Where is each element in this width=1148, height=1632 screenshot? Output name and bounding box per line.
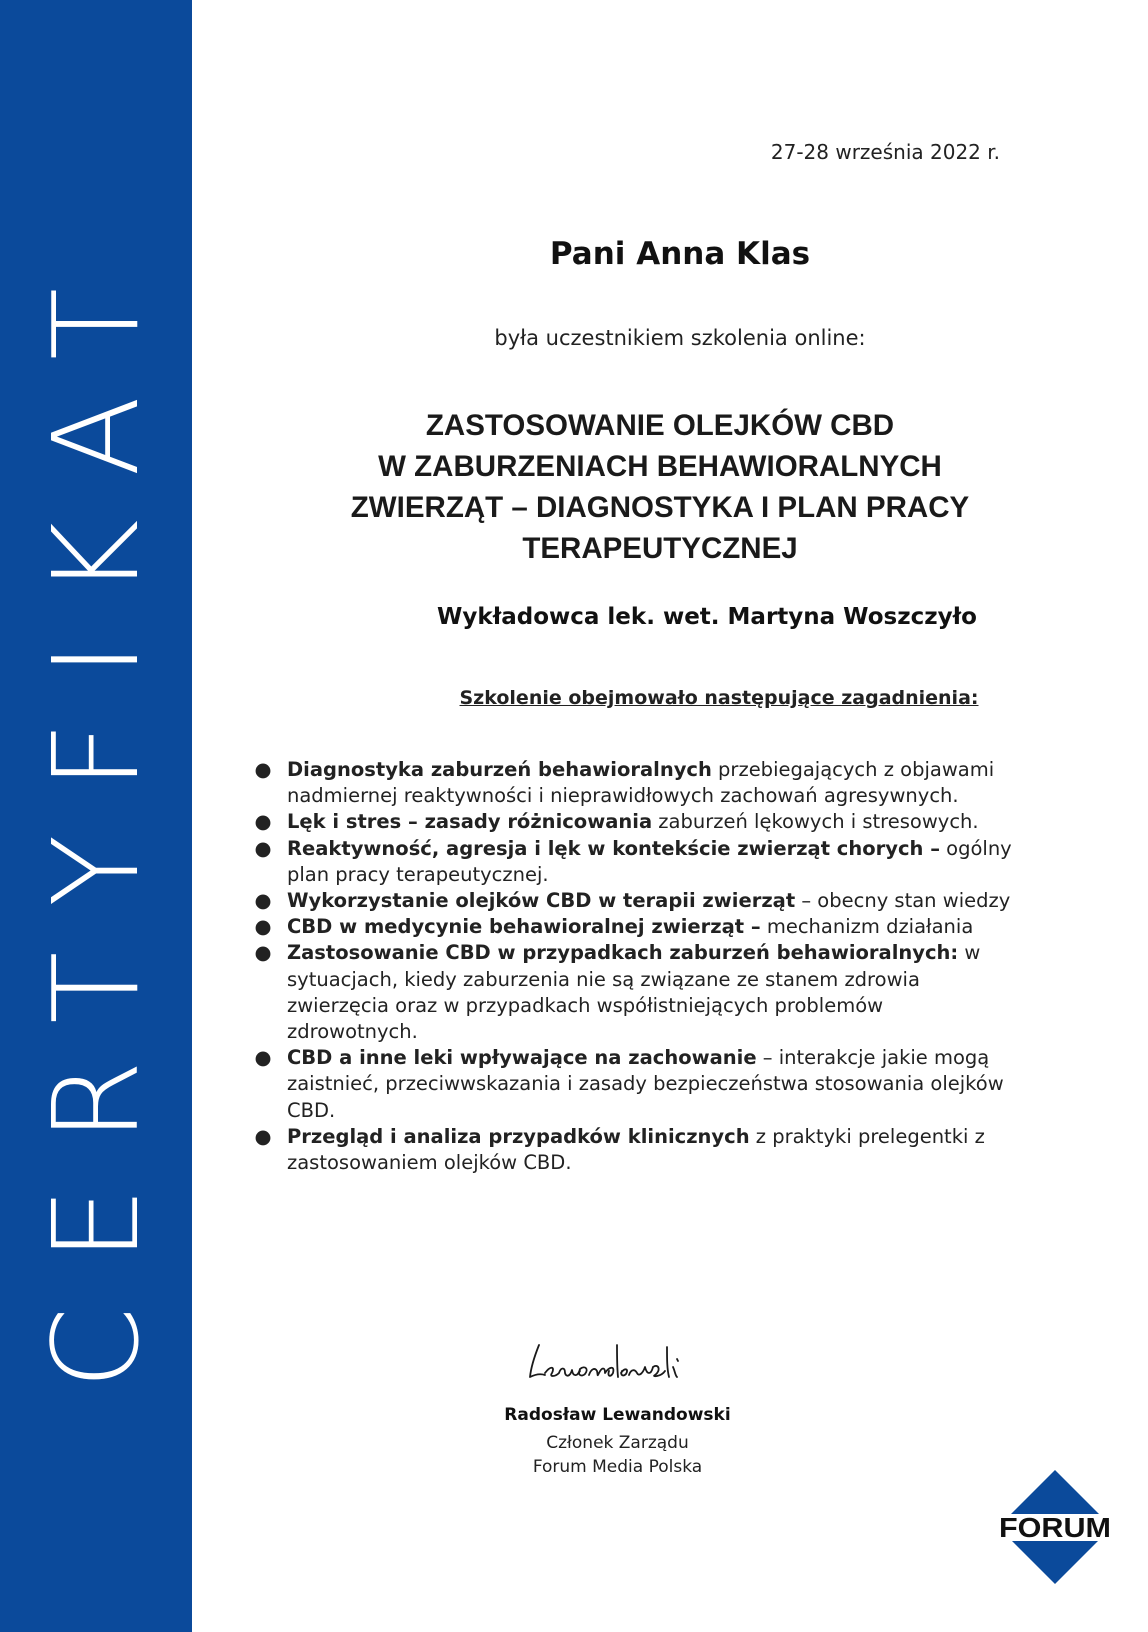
topic-text: – obecny stan wiedzy — [795, 889, 1011, 913]
course-title-line: ZWIERZĄT – DIAGNOSTYKA I PLAN PRACY — [350, 491, 970, 524]
recipient-block — [192, 236, 1148, 272]
bullet-icon: ● — [254, 810, 272, 834]
topic-item — [253, 757, 1013, 809]
topic-bold: CBD w medycynie behawioralnej zwierząt – — [287, 915, 761, 939]
bullet-icon: ● — [254, 836, 272, 860]
topic-text: mechanizm działania — [760, 915, 974, 939]
course-title-line: TERAPEUTYCZNEJ — [522, 532, 798, 565]
handwritten-signature — [525, 1337, 705, 1387]
topic-item — [253, 914, 1013, 940]
topic-text: z praktyki prelegentki z zastosowaniem olejków CBD. — [287, 1124, 985, 1175]
topic-text: ogólny plan pracy terapeutycznej. — [287, 836, 1012, 886]
topic-bold: Reaktywność, agresja i lęk w kontekście zwierząt chorych – — [287, 836, 940, 860]
topic-text: przebiegających z objawami nadmiernej reaktywności i nieprawidłowych zachowań agresywnych. — [287, 758, 995, 808]
bullet-icon: ● — [254, 1046, 272, 1070]
signer-company: Forum Media Polska — [532, 1457, 703, 1477]
bullet-icon: ● — [254, 915, 272, 939]
bullet-icon: ● — [254, 758, 272, 781]
topic-item — [253, 1045, 1013, 1124]
topic-text: – interakcje jakie mogą zaistnieć, przeciwwskazania i zasady bezpieczeństwa stosowania olejków CBD. — [287, 1046, 1004, 1122]
topic-bold: Wykorzystanie olejków CBD w terapii zwierząt — [287, 889, 796, 913]
topics-heading-text: Szkolenie obejmowało następujące zagadnienia: — [459, 687, 979, 709]
event-date: 27-28 września 2022 r. — [770, 140, 1000, 164]
forum-logo — [996, 1468, 1114, 1586]
topic-bold: Lęk i stres – zasady różnicowania — [287, 810, 653, 834]
topic-item — [253, 809, 1013, 835]
bullet-icon: ● — [254, 889, 272, 913]
certificate-sidebar — [0, 0, 192, 1632]
topic-text: zaburzeń lękowych i stresowych. — [652, 810, 979, 834]
signer-name: Radosław Lewandowski — [504, 1405, 731, 1425]
topic-item — [253, 836, 1013, 888]
course-title-line: W ZABURZENIACH BEHAWIORALNYCH — [378, 450, 942, 483]
topic-item — [253, 888, 1013, 914]
recipient-name: Pani Anna Klas — [549, 236, 811, 272]
bullet-icon: ● — [254, 941, 272, 965]
course-title — [300, 405, 1020, 569]
topic-bold: Diagnostyka zaburzeń behawioralnych — [287, 758, 712, 781]
topic-text: w sytuacjach, kiedy zaburzenia nie są związane ze stanem zdrowia zwierzęcia oraz w przypadkach współistniejących problemów zdrowotnych. — [287, 941, 981, 1044]
topic-item — [253, 940, 1013, 1045]
signer-block — [490, 1405, 745, 1477]
signer-role: Członek Zarządu — [546, 1433, 689, 1453]
bullet-icon: ● — [254, 1124, 272, 1148]
lecturer-line: Wykładowca lek. wet. Martyna Woszczyło — [437, 604, 977, 630]
participation-statement: była uczestnikiem szkolenia online: — [494, 326, 866, 350]
topic-bold: CBD a inne leki wpływające na zachowanie — [287, 1046, 757, 1070]
topic-bold: Zastosowanie CBD w przypadkach zaburzeń behawioralnych: — [287, 941, 959, 965]
topics-list — [253, 757, 1013, 1176]
topic-item — [253, 1124, 1013, 1176]
course-title-line: ZASTOSOWANIE OLEJKÓW CBD — [425, 409, 895, 442]
certificate-vertical-title: CERTYFIKAT — [27, 242, 165, 1390]
topics-heading — [192, 687, 1148, 709]
topic-bold: Przegląd i analiza przypadków klinicznych — [287, 1124, 750, 1148]
forum-logo-text: FORUM — [999, 1512, 1111, 1543]
